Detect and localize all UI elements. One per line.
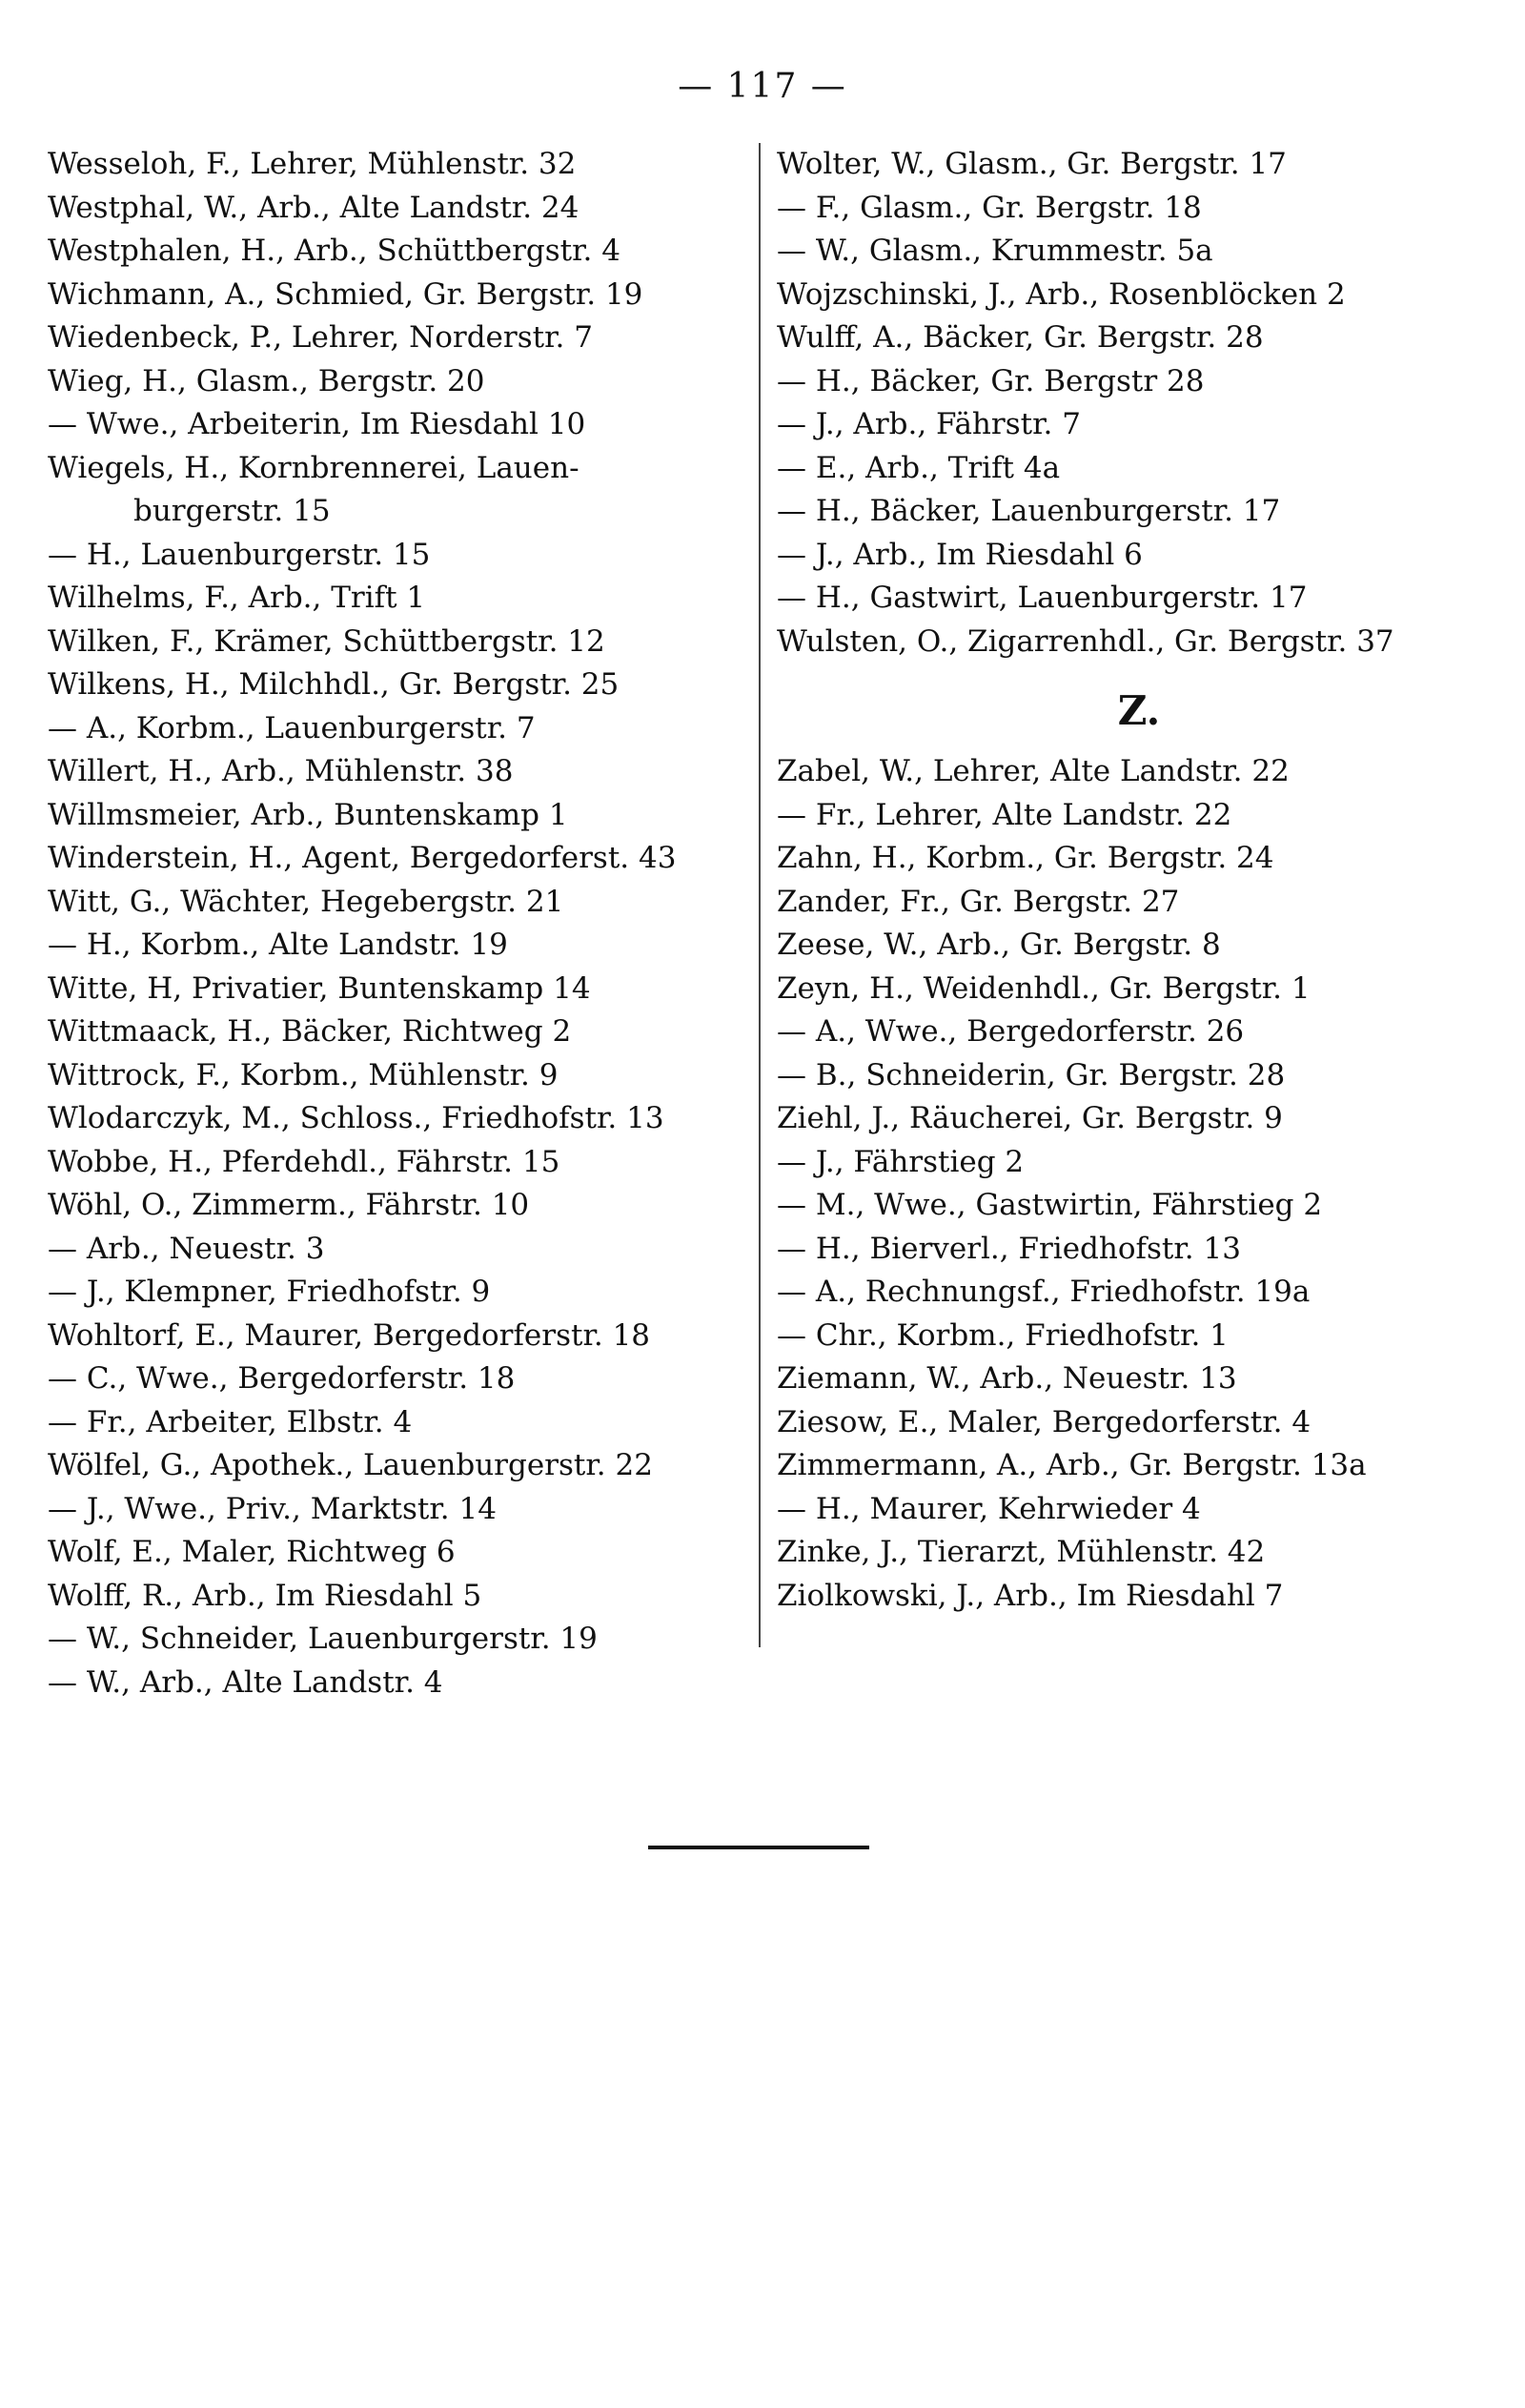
list-item: — J., Arb., Fährstr. 7	[777, 407, 1081, 441]
list-item: Wöhl, O., Zimmerm., Fährstr. 10	[48, 1188, 530, 1222]
list-item: Wiedenbeck, P., Lehrer, Norderstr. 7	[48, 320, 593, 355]
list-item: Wilhelms, F., Arb., Trift 1	[48, 581, 426, 615]
list-item: — J., Arb., Im Riesdahl 6	[777, 537, 1143, 572]
list-item: — J., Klempner, Friedhofstr. 9	[48, 1275, 491, 1309]
list-item: — J., Fährstieg 2	[777, 1144, 1025, 1179]
list-item: Zahn, H., Korbm., Gr. Bergstr. 24	[777, 841, 1274, 875]
list-item: — C., Wwe., Bergedorferstr. 18	[48, 1361, 516, 1396]
left-column	[48, 143, 748, 1704]
list-item-continuation: burgerstr. 15	[133, 494, 331, 528]
list-item: Wlodarczyk, M., Schloss., Friedhofstr. 13	[48, 1101, 664, 1135]
list-item: Zeese, W., Arb., Gr. Bergstr. 8	[777, 928, 1221, 962]
list-item: Zinke, J., Tierarzt, Mühlenstr. 42	[777, 1535, 1266, 1569]
section-heading: Z.	[1117, 687, 1161, 734]
list-item: Wolter, W., Glasm., Gr. Bergstr. 17	[777, 147, 1287, 181]
list-item: — H., Lauenburgerstr. 15	[48, 537, 431, 572]
list-item: — A., Korbm., Lauenburgerstr. 7	[48, 710, 536, 745]
list-item: Wilken, F., Krämer, Schüttbergstr. 12	[48, 623, 605, 659]
list-item: Ziolkowski, J., Arb., Im Riesdahl 7	[777, 1578, 1284, 1613]
list-item: Witt, G., Wächter, Hegebergstr. 21	[48, 884, 564, 919]
list-item: — A., Rechnungsf., Friedhofstr. 19a	[777, 1275, 1311, 1309]
list-item: Willert, H., Arb., Mühlenstr. 38	[48, 754, 514, 788]
list-item: — W., Glasm., Krummestr. 5a	[777, 234, 1213, 268]
list-item: Wobbe, H., Pferdehdl., Fährstr. 15	[48, 1144, 560, 1179]
list-item: Ziemann, W., Arb., Neuestr. 13	[777, 1361, 1237, 1396]
list-item: Wulsten, O., Zigarrenhdl., Gr. Bergstr. 37	[777, 623, 1394, 659]
list-item: Wilkens, H., Milchhdl., Gr. Bergstr. 25	[48, 667, 620, 702]
list-item: — H., Gastwirt, Lauenburgerstr. 17	[777, 581, 1308, 615]
list-item: Zeyn, H., Weidenhdl., Gr. Bergstr. 1	[777, 970, 1311, 1006]
list-item: Westphal, W., Arb., Alte Landstr. 24	[48, 190, 580, 225]
list-item: Willmsmeier, Arb., Buntenskamp 1	[48, 797, 568, 832]
list-item: Zimmermann, A., Arb., Gr. Bergstr. 13a	[777, 1448, 1367, 1482]
list-item: Ziesow, E., Maler, Bergedorferstr. 4	[777, 1404, 1312, 1439]
list-item: — H., Korbm., Alte Landstr. 19	[48, 928, 508, 962]
right-column	[777, 143, 1501, 1618]
list-item: — J., Wwe., Priv., Marktstr. 14	[48, 1491, 497, 1526]
list-item: — H., Bierverl., Friedhofstr. 13	[777, 1231, 1241, 1266]
list-item: Wittrock, F., Korbm., Mühlenstr. 9	[48, 1057, 559, 1092]
list-item: — A., Wwe., Bergedorferstr. 26	[777, 1014, 1245, 1049]
list-item: — M., Wwe., Gastwirtin, Fährstieg 2	[777, 1188, 1323, 1222]
list-item: — H., Bäcker, Gr. Bergstr 28	[777, 363, 1205, 398]
list-item: Westphalen, H., Arb., Schüttbergstr. 4	[48, 234, 620, 268]
list-item: Wölfel, G., Apothek., Lauenburgerstr. 22	[48, 1448, 653, 1482]
list-item: Zabel, W., Lehrer, Alte Landstr. 22	[777, 754, 1290, 788]
list-item: Witte, H, Privatier, Buntenskamp 14	[48, 970, 591, 1006]
list-item: — E., Arb., Trift 4a	[777, 450, 1061, 485]
list-item: Wohltorf, E., Maurer, Bergedorferstr. 18	[48, 1317, 651, 1353]
list-item: — F., Glasm., Gr. Bergstr. 18	[777, 190, 1202, 225]
list-item: Wolf, E., Maler, Richtweg 6	[48, 1535, 456, 1569]
list-item: Wiegels, H., Kornbrennerei, Lauen-	[48, 450, 580, 485]
list-item: Wichmann, A., Schmied, Gr. Bergstr. 19	[48, 276, 643, 312]
list-item: Wieg, H., Glasm., Bergstr. 20	[48, 363, 485, 398]
list-item: — H., Maurer, Kehrwieder 4	[777, 1491, 1201, 1526]
list-item: — B., Schneiderin, Gr. Bergstr. 28	[777, 1057, 1286, 1092]
list-item: Ziehl, J., Räucherei, Gr. Bergstr. 9	[777, 1101, 1283, 1135]
column-divider	[759, 143, 761, 1647]
list-item: — Arb., Neuestr. 3	[48, 1231, 325, 1266]
list-item: — W., Schneider, Lauenburgerstr. 19	[48, 1622, 598, 1656]
list-item: Wittmaack, H., Bäcker, Richtweg 2	[48, 1014, 572, 1049]
list-item: — Chr., Korbm., Friedhofstr. 1	[777, 1317, 1229, 1353]
list-item: Wesseloh, F., Lehrer, Mühlenstr. 32	[48, 147, 577, 181]
list-item: — Wwe., Arbeiterin, Im Riesdahl 10	[48, 407, 586, 441]
closing-rule	[648, 1846, 869, 1849]
list-item: Wolff, R., Arb., Im Riesdahl 5	[48, 1578, 482, 1613]
list-item: Zander, Fr., Gr. Bergstr. 27	[777, 884, 1180, 919]
list-item: — W., Arb., Alte Landstr. 4	[48, 1664, 443, 1700]
page-number: — 117 —	[678, 67, 847, 106]
list-item: — Fr., Lehrer, Alte Landstr. 22	[777, 797, 1232, 832]
list-item: Winderstein, H., Agent, Bergedorferst. 43	[48, 841, 677, 875]
list-item: Wulff, A., Bäcker, Gr. Bergstr. 28	[777, 320, 1264, 355]
list-item: — H., Bäcker, Lauenburgerstr. 17	[777, 494, 1281, 528]
list-item: Wojzschinski, J., Arb., Rosenblöcken 2	[777, 276, 1346, 312]
list-item: — Fr., Arbeiter, Elbstr. 4	[48, 1404, 413, 1439]
